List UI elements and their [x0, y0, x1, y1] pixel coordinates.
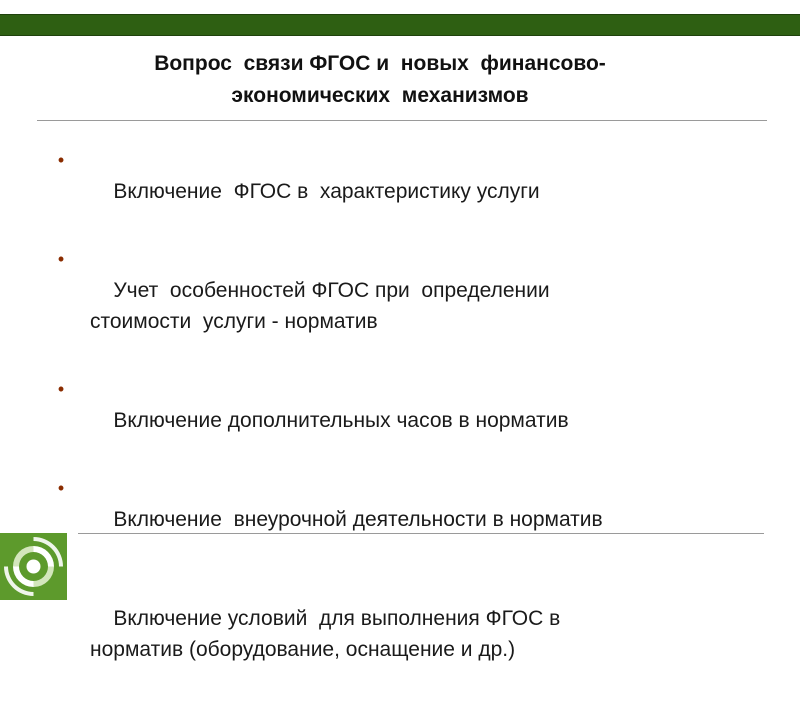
top-decorative-bar	[0, 14, 800, 36]
bullet-dot-icon: •	[57, 249, 65, 269]
bullet-text: Включение внеурочной деятельности в норматив	[113, 508, 603, 531]
slide-title: Вопрос связи ФГОС и новых финансово- экономических механизмов	[154, 52, 606, 107]
bullet-dot-icon: •	[57, 478, 65, 498]
bullet-item	[40, 572, 740, 696]
bullet-text: Включение дополнительных часов в норматив	[113, 409, 569, 432]
bullet-list	[40, 145, 740, 702]
title-divider	[37, 120, 767, 121]
bullet-item	[40, 374, 740, 467]
bullet-dot-icon: •	[57, 379, 65, 399]
bullet-item	[40, 473, 740, 566]
bullet-item	[40, 244, 740, 368]
bullet-item	[40, 145, 740, 238]
bullet-dot-icon: •	[57, 150, 65, 170]
footer-divider	[78, 533, 764, 534]
bullet-text: Включение условий для выполнения ФГОС в норматив (оборудование, оснащение и др.)	[90, 607, 561, 661]
bullet-text: Учет особенностей ФГОС при определении стоимости услуги - норматив	[90, 279, 550, 333]
circular-swirl-logo-icon	[0, 533, 67, 600]
bullet-text: Включение ФГОС в характеристику услуги	[113, 180, 540, 203]
